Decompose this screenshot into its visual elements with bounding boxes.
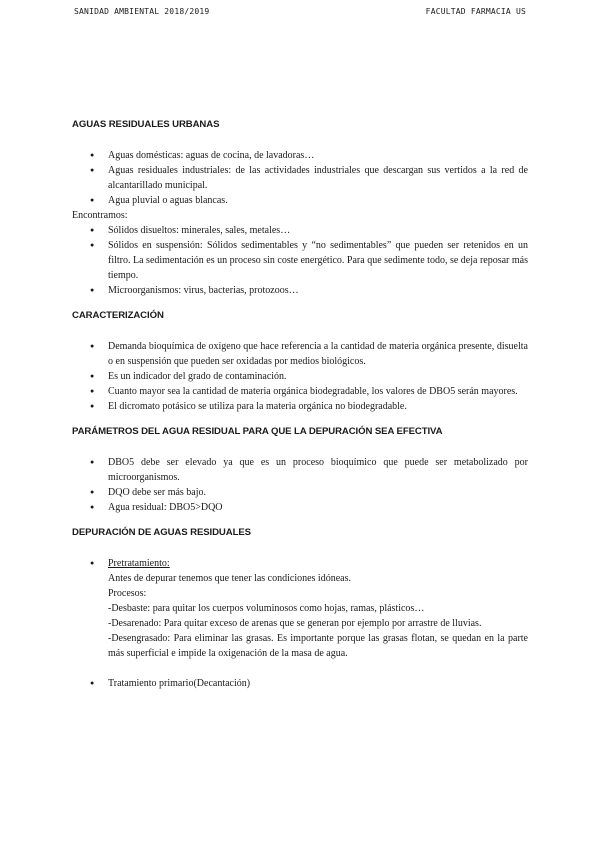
section-title-parametros: PARÁMETROS DEL AGUA RESIDUAL PARA QUE LA DEPURACIÓN SEA EFECTIVA xyxy=(72,426,443,437)
header-right: FACULTAD FARMACIA US xyxy=(425,7,526,16)
document-body xyxy=(72,118,528,691)
intro-encontramos: Encontramos: xyxy=(72,210,128,221)
list-item-tratamiento-primario: ● Tratamiento primario(Decantación) xyxy=(72,676,528,691)
pretratamiento-line: -Desarenado: Para quitar exceso de arenas que se generan por ejemplo por arrastre de lluvias. xyxy=(108,618,482,629)
list-depuracion xyxy=(72,556,528,691)
pretratamiento-line: Antes de depurar tenemos que tener las condiciones idóneas. xyxy=(108,573,351,584)
list-item: ● Demanda bioquímica de oxígeno que hace referencia a la cantidad de materia orgánica presente, disuelta o en suspensión que pueden ser oxidadas por medios biológicos. xyxy=(72,339,528,369)
section-title-aguas-residuales: AGUAS RESIDUALES URBANAS xyxy=(72,119,220,130)
list-item: ● El dicromato potásico se utiliza para la materia orgánica no biodegradable. xyxy=(72,399,528,414)
list-item: ● Aguas residuales industriales: de las actividades industriales que descargan sus vertidos a la red de alcantarillado municipal. xyxy=(72,163,528,193)
pretratamiento-line: -Desengrasado: Para eliminar las grasas. Es importante porque las grasas flotan, se quedan en la parte más superficial e impide la oxigenación de la masa de agua. xyxy=(108,633,528,659)
list-item: ● Agua residual: DBO5>DQO xyxy=(72,500,528,515)
page-header xyxy=(74,7,526,16)
list-item: ● Agua pluvial o aguas blancas. xyxy=(72,193,528,208)
list-item: ● DBO5 debe ser elevado ya que es un proceso bioquímico que puede ser metabolizado por microorganismos. xyxy=(72,455,528,485)
list-item: ● Microorganismos: virus, bacterias, protozoos… xyxy=(72,283,528,298)
list-item: ● Es un indicador del grado de contaminación. xyxy=(72,369,528,384)
list-caracterizacion xyxy=(72,339,528,414)
list-item: ● DQO debe ser más bajo. xyxy=(72,485,528,500)
list-item: ● Aguas domésticas: aguas de cocina, de lavadoras… xyxy=(72,148,528,163)
list-tipos-agua xyxy=(72,148,528,208)
pretratamiento-line: Procesos: xyxy=(108,588,147,599)
section-title-caracterizacion: CARACTERIZACIÓN xyxy=(72,310,164,321)
list-componentes xyxy=(72,223,528,298)
list-item-pretratamiento xyxy=(72,556,528,661)
list-item: ● Sólidos en suspensión: Sólidos sedimentables y “no sedimentables” que pueden ser retenidos en un filtro. La sedimentación es un proceso sin coste energético. Para que sedimente todo, se deja reposar más tiempo. xyxy=(72,238,528,283)
pretratamiento-title: ● Pretratamiento: xyxy=(108,558,170,569)
list-item: ● Cuanto mayor sea la cantidad de materia orgánica biodegradable, los valores de DBO5 serán mayores. xyxy=(72,384,528,399)
section-title-depuracion: DEPURACIÓN DE AGUAS RESIDUALES xyxy=(72,527,251,538)
header-left: SANIDAD AMBIENTAL 2018/2019 xyxy=(74,7,210,16)
pretratamiento-line: -Desbaste: para quitar los cuerpos voluminosos como hojas, ramas, plásticos… xyxy=(108,603,425,614)
list-item: ● Sólidos disueltos: minerales, sales, metales… xyxy=(72,223,528,238)
list-parametros xyxy=(72,455,528,515)
